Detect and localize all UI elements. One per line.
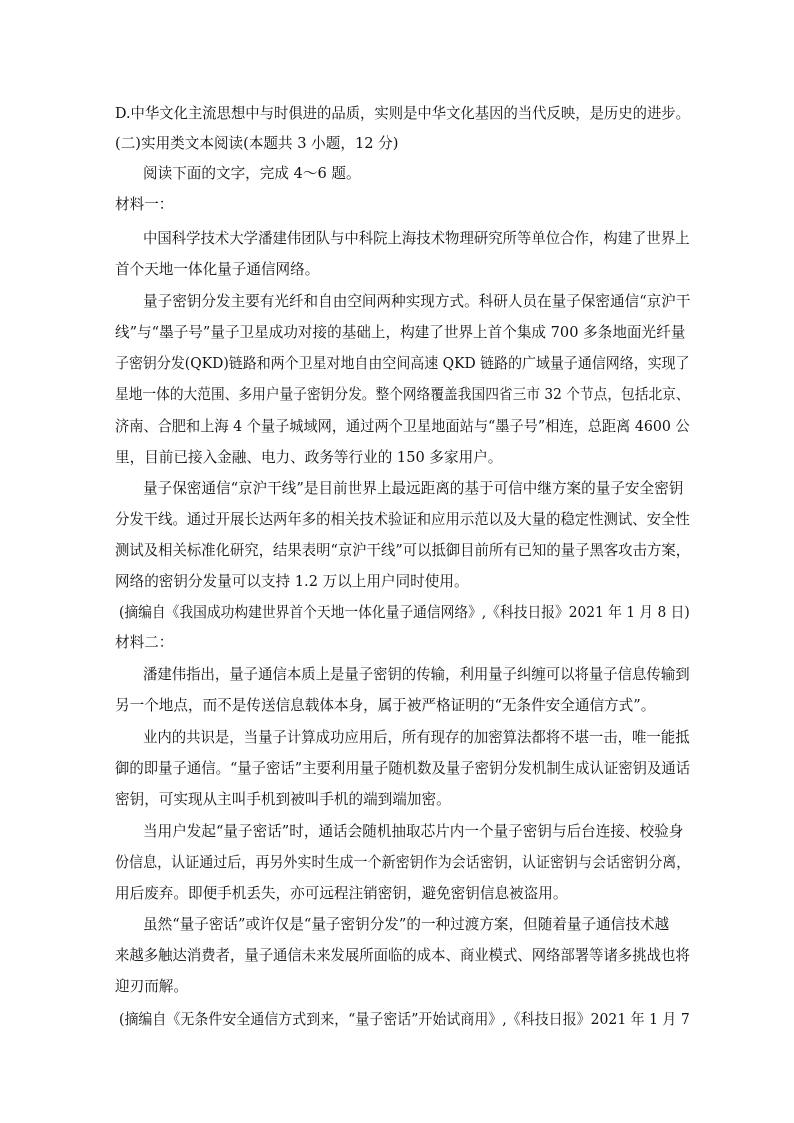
material-two-line: 御的即量子通信。“量子密话”主要利用量子随机数及量子密钥分发机制生成认证密钥及通话 — [115, 760, 691, 777]
section-heading: (二)实用类文本阅读(本题共 3 小题，12 分) — [115, 135, 399, 152]
material-one-line: 里，目前已接入金融、电力、政务等行业的 150 多家用户。 — [115, 449, 503, 466]
material-two-line: 密钥，可实现从主叫手机到被叫手机的端到端加密。 — [115, 791, 451, 808]
material-two-line: 当用户发起“量子密话”时，通话会随机抽取芯片内一个量子密钥与后台连接、校验身 — [143, 823, 684, 840]
material-one-line: 测试及相关标准化研究，结果表明“京沪干线”可以抵御目前所有已知的量子黑客攻击方案， — [115, 542, 691, 559]
material-two-line: 潘建伟指出，量子通信本质上是量子密钥的传输，利用量子纠缠可以将量子信息传输到 — [143, 666, 690, 683]
material-two-line: 份信息，认证通过后，再另外实时生成一个新密钥作为会话密钥，认证密钥与会话密钥分离， — [115, 854, 691, 871]
material-two-line: 业内的共识是，当量子计算成功应用后，所有现存的加密算法都将不堪一击，唯一能抵 — [143, 729, 690, 746]
material-one-line: 分发干线。通过开展长达两年多的相关技术验证和应用示范以及大量的稳定性测试、安全性 — [115, 511, 690, 528]
material-one-line: 中国科学技术大学潘建伟团队与中科院上海技术物理研究所等单位合作，构建了世界上 — [143, 230, 690, 247]
material-two-line: 虽然“量子密话”或许仅是“量子密钥分发”的一种过渡方案，但随着量子通信技术越 — [143, 916, 670, 933]
material-one-line: 量子密钥分发主要有光纤和自由空间两种实现方式。科研人员在量子保密通信“京沪干 — [143, 293, 691, 310]
material-one-label: 材料一： — [115, 196, 174, 213]
material-two-line: 迎刃而解。 — [115, 978, 188, 995]
material-two-source: (摘编自《无条件安全通信方式到来，“量子密话”开始试商用》,《科技日报》2021 年 1 月 7 — [119, 1011, 690, 1028]
material-two-line: 来越多触达消费者，量子通信未来发展所面临的成本、商业模式、网络部署等诸多挑战也将 — [115, 947, 690, 964]
material-one-line: 子密钥分发(QKD)链路和两个卫星对地自由空间高速 QKD 链路的广域量子通信网络，实现了 — [115, 355, 690, 372]
reading-instruction: 阅读下面的文字，完成 4～6 题。 — [143, 165, 361, 182]
material-one-source: (摘编自《我国成功构建世界首个天地一体化量子通信网络》,《科技日报》2021 年 1 月 8 日) — [119, 604, 690, 621]
material-one-line: 线”与“墨子号”量子卫星成功对接的基础上，构建了世界上首个集成 700 多条地面光纤量 — [115, 324, 686, 341]
material-one-line: 网络的密钥分发量可以支持 1.2 万以上用户同时使用。 — [115, 573, 469, 590]
material-one-line: 量子保密通信“京沪干线”是目前世界上最远距离的基于可信中继方案的量子安全密钥 — [143, 480, 684, 497]
material-two-line: 用后废弃。即便手机丢失，亦可远程注销密钥，避免密钥信息被盗用。 — [115, 885, 568, 902]
answer-option-d: D.中华文化主流思想中与时俱进的品质，实则是中华文化基因的当代反映，是历史的进步。 — [115, 105, 690, 122]
material-two-line: 另一个地点，而不是传送信息载体本身，属于被严格证明的“无条件安全通信方式”。 — [115, 697, 656, 714]
material-one-line: 济南、合肥和上海 4 个量子城域网，通过两个卫星地面站与“墨子号”相连，总距离 4600 公 — [115, 418, 690, 435]
material-one-line: 首个天地一体化量子通信网络。 — [115, 261, 320, 278]
material-one-line: 星地一体的大范围、多用户量子密钥分发。整个网络覆盖我国四省三市 32 个节点，包括北京、 — [115, 386, 690, 403]
material-two-label: 材料二： — [115, 634, 174, 651]
